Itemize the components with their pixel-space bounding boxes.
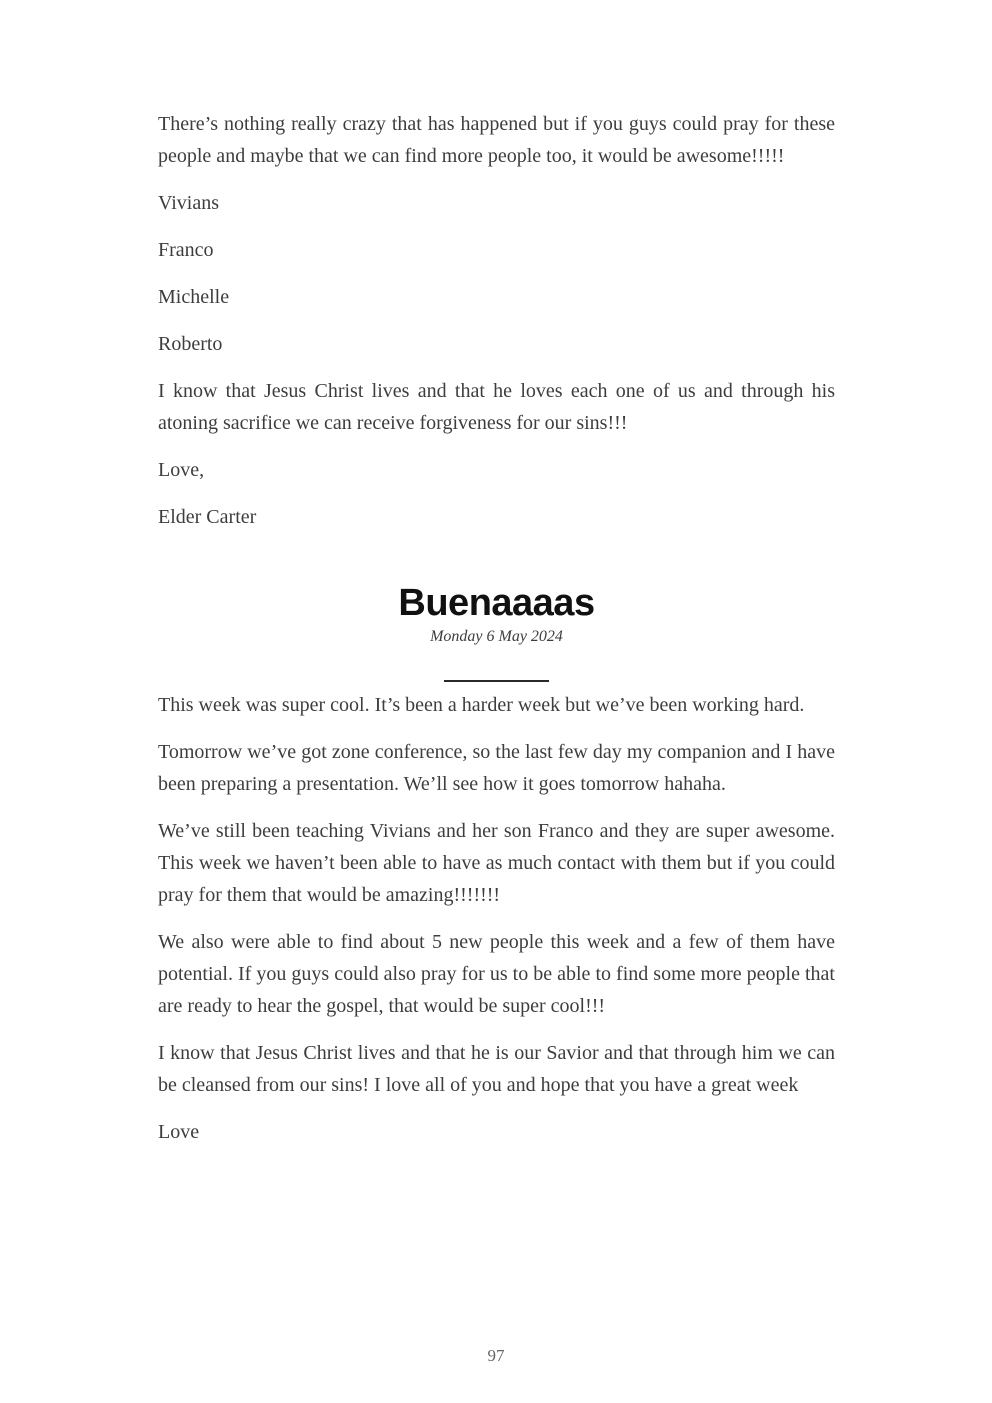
entry-date: Monday 6 May 2024 — [430, 628, 563, 645]
journal-entry-section — [158, 581, 835, 1148]
entry-valediction: Love — [158, 1121, 200, 1143]
entry-paragraph: We’ve still been teaching Vivians and her son Franco and they are super awesome. This week we haven’t been able to have as much contact with them but if you could pray for them that would be amazing!!!!!!! — [158, 820, 835, 906]
prayer-name-michelle: Michelle — [158, 286, 230, 308]
valediction: Love, — [158, 459, 205, 481]
section-divider — [444, 680, 549, 682]
entry-paragraph: We also were able to find about 5 new people this week and a few of them have potential. If you guys could also pray for us to be able to find some more people that are ready to hear the gospel, that would be super cool!!! — [158, 931, 835, 1017]
page-number: 97 — [487, 1346, 505, 1365]
prayer-name-vivians: Vivians — [158, 192, 220, 214]
letter-paragraph: There’s nothing really crazy that has happened but if you guys could pray for these people and maybe that we can find more people too, it would be awesome!!!!! — [158, 113, 835, 167]
entry-paragraph: This week was super cool. It’s been a harder week but we’ve been working hard. — [158, 694, 805, 716]
entry-paragraph: Tomorrow we’ve got zone conference, so the last few day my companion and I have been preparing a presentation. We’ll see how it goes tomorrow hahaha. — [158, 741, 835, 795]
prayer-name-franco: Franco — [158, 239, 214, 261]
testimony-paragraph: I know that Jesus Christ lives and that he loves each one of us and through his atoning sacrifice we can receive forgiveness for our sins!!! — [158, 380, 835, 434]
signature: Elder Carter — [158, 506, 257, 528]
letter-closing-section — [158, 108, 835, 533]
prayer-name-roberto: Roberto — [158, 333, 223, 355]
entry-title: Buenaaaas — [398, 582, 595, 624]
entry-testimony-paragraph: I know that Jesus Christ lives and that he is our Savior and that through him we can be cleansed from our sins! I love all of you and hope that you have a great week — [158, 1042, 835, 1096]
